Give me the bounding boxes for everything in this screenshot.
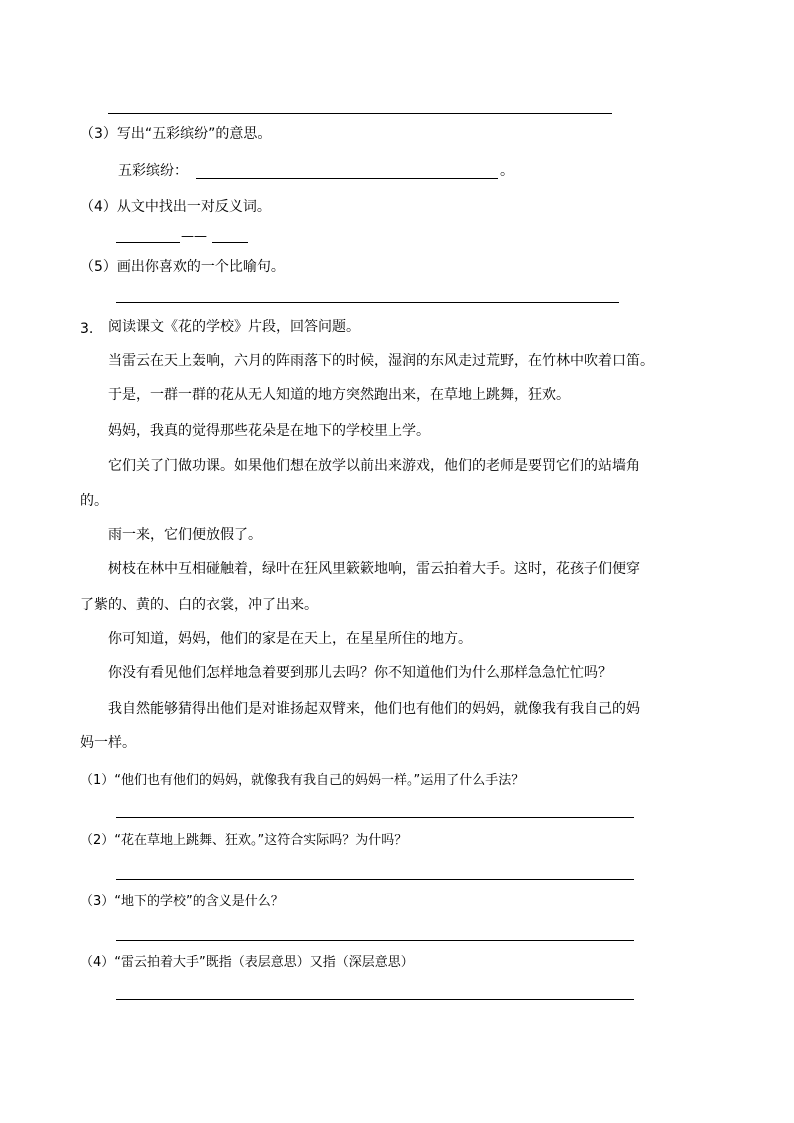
passage-paragraph: 你可知道，妈妈，他们的家是在天上，在星星所住的地方。	[108, 631, 472, 647]
passage-paragraph: 我自然能够猜得出他们是对谁扬起双臂来，他们也有他们的妈妈，就像我有我自己的妈	[108, 701, 640, 717]
section-3-number: 3.	[80, 321, 94, 337]
section-3-instruction: 阅读课文《花的学校》片段，回答问题。	[108, 319, 360, 335]
passage-paragraph: 雨一来，它们便放假了。	[108, 527, 262, 543]
subquestion-4: （4）“雷云拍着大手”既指（表层意思）又指（深层意思）	[80, 955, 414, 970]
passage-paragraph: 当雷云在天上轰响，六月的阵雨落下的时候，湿润的东风走过荒野，在竹林中吹着口笛。	[108, 353, 654, 369]
question-4-label: （4）从文中找出一对反义词。	[80, 199, 271, 215]
question-3-label: （3）写出“五彩缤纷”的意思。	[80, 126, 272, 142]
answer-line-q3	[196, 178, 498, 179]
passage-paragraph: 妈妈，我真的觉得那些花朵是在地下的学校里上学。	[108, 423, 430, 439]
answer-line-sub1	[116, 817, 634, 818]
answer-line-q5	[116, 302, 619, 303]
answer-line-sub3	[116, 940, 634, 941]
subquestion-1: （1）“他们也有他们的妈妈，就像我有我自己的妈妈一样。”运用了什么手法？	[80, 773, 525, 788]
question-4-dash: ——	[181, 229, 207, 244]
passage-paragraph: 的。	[80, 493, 108, 509]
subquestion-2: （2）“花在草地上跳舞、狂欢。”这符合实际吗？为什吗？	[80, 833, 408, 848]
passage-paragraph: 它们关了门做功课。如果他们想在放学以前出来游戏，他们的老师是要罚它们的站墙角	[108, 458, 640, 474]
answer-line-q4-b	[212, 242, 248, 243]
passage-paragraph: 妈一样。	[80, 735, 136, 751]
passage-paragraph: 树枝在林中互相碰触着，绿叶在狂风里簌簌地响，雷云拍着大手。这时，花孩子们便穿	[108, 561, 640, 577]
answer-line-sub4	[116, 999, 634, 1000]
question-5-label: （5）画出你喜欢的一个比喻句。	[80, 259, 285, 275]
passage-paragraph: 于是，一群一群的花从无人知道的地方突然跑出来，在草地上跳舞，狂欢。	[108, 387, 570, 403]
question-3-prefix: 五彩缤纷：	[118, 163, 188, 179]
subquestion-3: （3）“地下的学校”的含义是什么？	[80, 894, 284, 909]
answer-line-q4-a	[116, 242, 180, 243]
passage-paragraph: 你没有看见他们怎样地急着要到那儿去吗？你不知道他们为什么那样急急忙忙吗？	[108, 665, 612, 681]
passage-paragraph: 了紫的、黄的、白的衣裳，冲了出来。	[80, 597, 318, 613]
answer-line-top	[108, 113, 612, 114]
answer-line-sub2	[116, 879, 634, 880]
question-3-suffix: 。	[500, 163, 514, 179]
